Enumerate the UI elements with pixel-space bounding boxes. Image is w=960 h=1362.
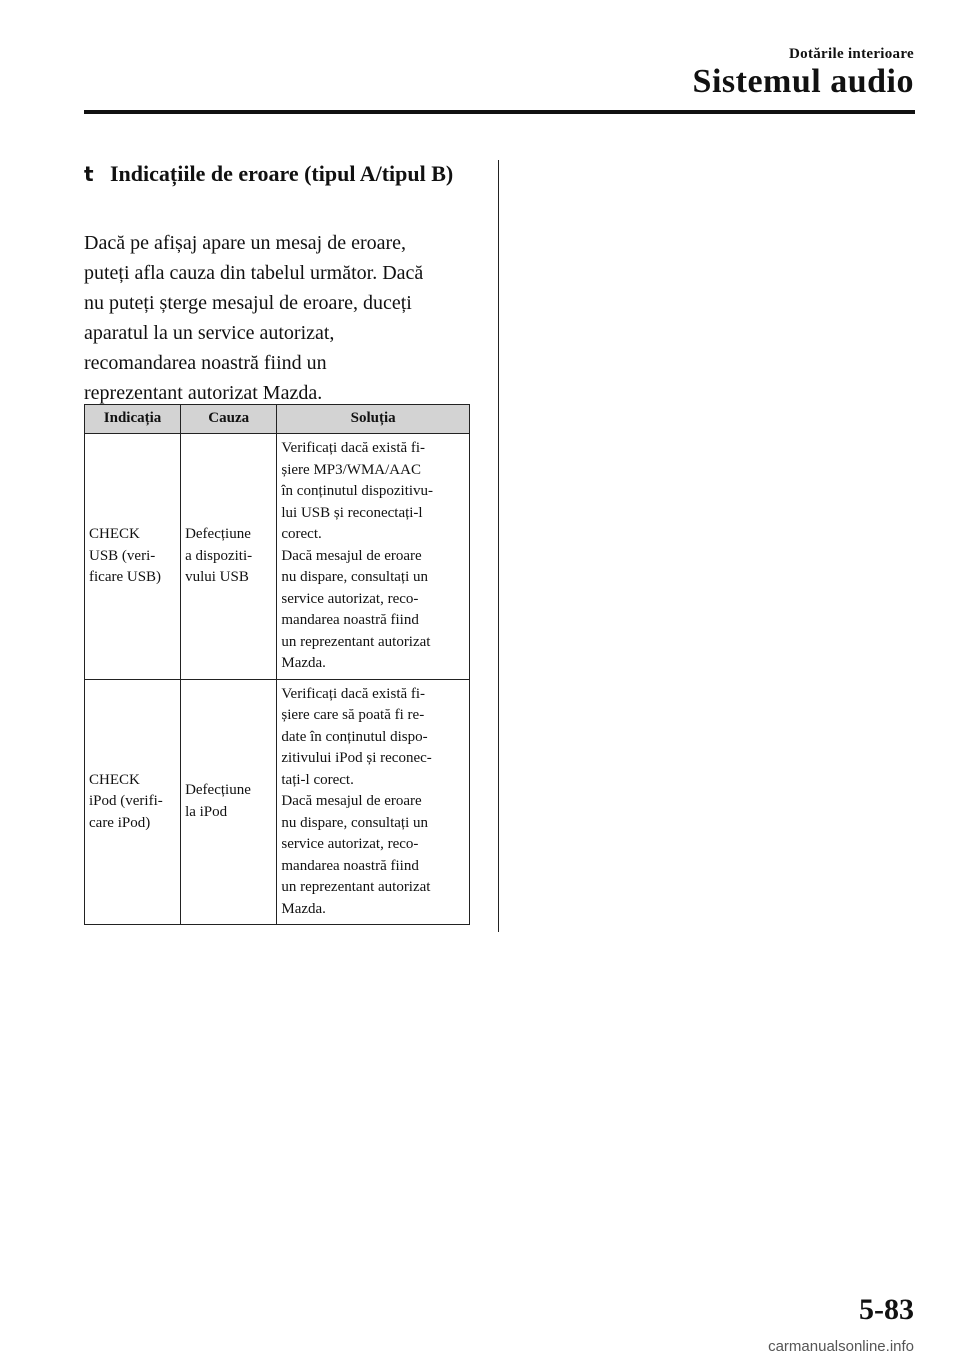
bullet-icon: t: [84, 162, 94, 186]
header-rule: [84, 110, 915, 114]
cell-indication: CHECK USB (veri- ficare USB): [85, 434, 181, 680]
subsection-heading: [84, 160, 474, 188]
header-cause: Cauza: [181, 405, 277, 434]
header-indication: Indicația: [85, 405, 181, 434]
page-number: 5-83: [859, 1293, 914, 1326]
table-row: [85, 434, 470, 680]
cell-solution: Verificați dacă există fi- șiere care să poată fi re- date în conținutul dispo- zitivului iPod și reconec- tați-l corect. Dacă mesajul de eroare nu dispare, consultați un service autorizat, reco- mandarea noastră fiind un reprezentant autorizat Mazda.: [277, 679, 470, 925]
table-row: [85, 679, 470, 925]
cell-cause: Defecțiune la iPod: [181, 679, 277, 925]
header-solution: Soluția: [277, 405, 470, 434]
error-table: [84, 404, 470, 925]
cell-indication: CHECK iPod (verifi- care iPod): [85, 679, 181, 925]
cell-cause: Defecțiune a dispoziti- vului USB: [181, 434, 277, 680]
cell-solution: Verificați dacă există fi- șiere MP3/WMA/AAC în conținutul dispozitivu- lui USB și reconectați-l corect. Dacă mesajul de eroare nu dispare, consultați un service autorizat, reco- mandarea noastră fiind un reprezentant autorizat Mazda.: [277, 434, 470, 680]
intro-paragraph: Dacă pe afișaj apare un mesaj de eroare, puteți afla cauza din tabelul următor. Dacă nu puteți șterge mesajul de eroare, duceți aparatul la un service autorizat, recomandarea noastră fiind un reprezentant autorizat Mazda.: [84, 232, 424, 404]
section-title: Sistemul audio: [692, 63, 914, 100]
table-header-row: [85, 405, 470, 434]
column-divider: [498, 160, 499, 932]
watermark: carmanualsonline.info: [768, 1338, 914, 1355]
chapter-title: Dotările interioare: [789, 46, 914, 62]
subsection-heading-text: Indicațiile de eroare (tipul A/tipul B): [110, 161, 454, 186]
